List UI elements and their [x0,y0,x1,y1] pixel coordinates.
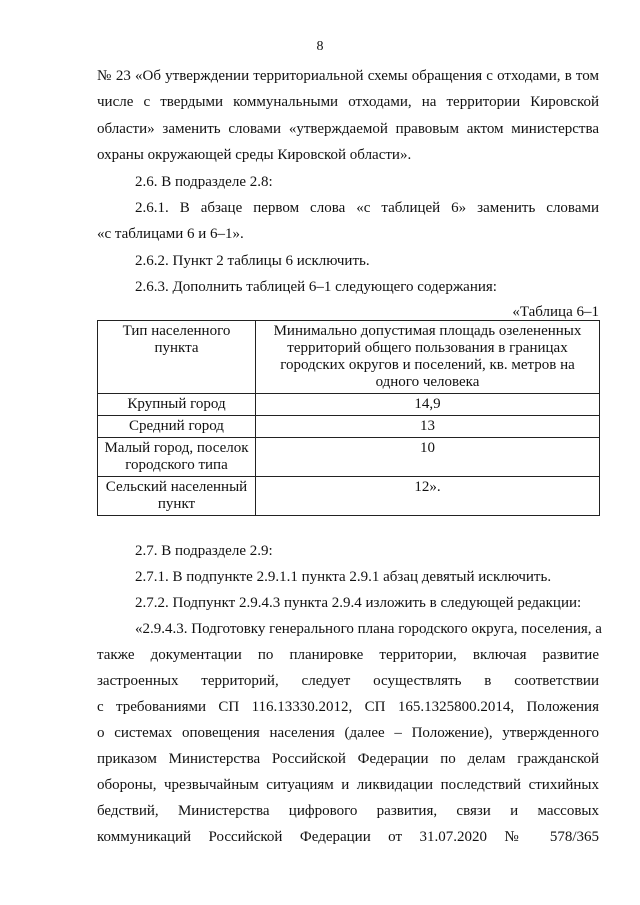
settlement-type: Сельский населенный пункт [98,477,256,516]
item-2-7-2: 2.7.2. Подпункт 2.9.4.3 пункта 2.9.4 изложить в следующей редакции: [135,595,582,611]
item-2-7-1: 2.7.1. В подпункте 2.9.1.1 пункта 2.9.1 абзац девятый исключить. [135,569,552,585]
item-2-6: 2.6. В подразделе 2.8: [135,174,273,190]
item-2-6-3: 2.6.3. Дополнить таблицей 6–1 следующего содержания: [135,279,497,295]
text-line: о системах оповещения населения (далее – Положение), утвержденного [97,725,599,741]
text-line: коммуникаций Российской Федерации от 31.07.2020 № 578/365 [97,829,599,845]
text-line: приказом Министерства Российской Федерации по делам гражданской [97,751,599,767]
green-area-table [97,320,600,516]
table-caption: «Таблица 6–1 [512,304,599,320]
text-line: № 23 «Об утверждении территориальной схемы обращения с отходами, в том [97,68,599,84]
item-2-7: 2.7. В подразделе 2.9: [135,543,273,559]
area-value: 14,9 [256,394,600,416]
text-line: обороны, чрезвычайным ситуациям и ликвидации последствий стихийных [97,777,599,793]
text-line: бедствий, Министерства цифрового развития, связи и массовых [97,803,599,819]
settlement-type: Крупный город [98,394,256,416]
table-row [98,438,600,477]
header-green-area: Минимально допустимая площадь озелененных территорий общего пользования в границах городских округов и поселений, кв. метров на одного человека [256,321,600,394]
settlement-type: Малый город, поселок городского типа [98,438,256,477]
table-row [98,394,600,416]
text-line: охраны окружающей среды Кировской области». [97,147,412,163]
text-line: числе с твердыми коммунальными отходами, на территории Кировской [97,94,599,110]
table-row [98,477,600,516]
table-header-row [98,321,600,394]
area-value: 12». [256,477,600,516]
settlement-type: Средний город [98,416,256,438]
area-value: 10 [256,438,600,477]
text-line: «2.9.4.3. Подготовку генерального плана городского округа, поселения, а [135,621,602,637]
page-number: 8 [316,39,324,54]
item-2-6-1-cont: «с таблицами 6 и 6–1». [97,226,244,242]
text-line: области» заменить словами «утверждаемой правовым актом министерства [97,121,599,137]
text-line: застроенных территорий, следует осуществлять в соответствии [97,673,599,689]
item-2-6-1: 2.6.1. В абзаце первом слова «с таблицей 6» заменить словами [135,200,599,216]
table-row [98,416,600,438]
area-value: 13 [256,416,600,438]
text-line: также документации по планировке территории, включая развитие [97,647,599,663]
text-line: с требованиями СП 116.13330.2012, СП 165.1325800.2014, Положения [97,699,599,715]
item-2-6-2: 2.6.2. Пункт 2 таблицы 6 исключить. [135,253,370,269]
header-settlement-type: Тип населенного пункта [98,321,256,394]
